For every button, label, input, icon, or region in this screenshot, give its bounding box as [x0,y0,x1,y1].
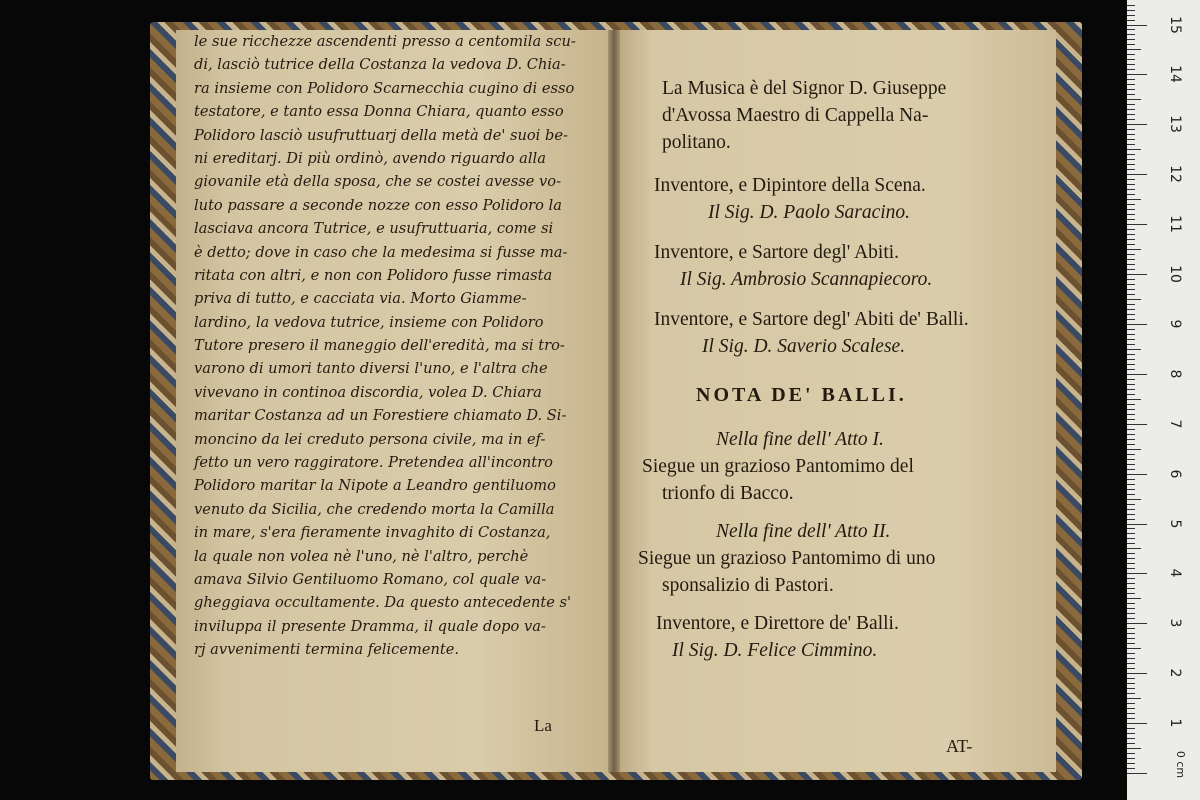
ruler-tick [1127,254,1135,255]
act2-title: Nella fine dell' Atto II. [716,521,891,542]
ruler-tick [1127,289,1135,290]
ruler-tick [1127,593,1135,594]
ruler-tick [1127,773,1147,774]
ruler-tick [1127,743,1135,744]
ruler-tick [1127,738,1135,739]
ruler-tick [1127,693,1135,694]
ruler-tick [1127,628,1135,629]
ruler-tick [1127,444,1135,445]
ruler-tick [1127,329,1135,330]
ruler-tick [1127,154,1135,155]
ruler-tick [1127,758,1135,759]
ruler-tick [1127,678,1135,679]
act2-line-1: Siegue un grazioso Pantomimo di uno [638,548,936,569]
ruler-number: 1 [1167,718,1183,728]
ruler-tick [1127,414,1135,415]
ruler-tick [1127,454,1135,455]
ruler-tick [1127,394,1135,395]
ruler-tick [1127,294,1135,295]
ruler-tick [1127,334,1135,335]
ruler-tick [1127,374,1147,375]
ruler-tick [1127,618,1135,619]
ruler-tick [1127,309,1135,310]
ruler-tick [1127,489,1135,490]
ruler-tick [1127,379,1135,380]
ruler-tick [1127,484,1135,485]
ruler-tick [1127,124,1147,125]
ruler-tick [1127,623,1147,624]
ruler-tick [1127,39,1135,40]
left-catchword: La [534,716,552,735]
ruler-tick [1127,514,1135,515]
ruler-tick [1127,528,1135,529]
ruler-tick [1127,588,1135,589]
ruler-tick [1127,663,1135,664]
ruler-number: 6 [1167,469,1183,479]
ruler-tick [1127,708,1135,709]
ruler-tick [1127,753,1135,754]
left-page-line: amava Silvio Gentiluomo Romano, col quale va- [194,570,547,588]
ruler-tick [1127,284,1135,285]
ruler-tick [1127,324,1147,325]
ruler-tick [1127,683,1135,684]
ruler-tick [1127,653,1135,654]
ruler-tick [1127,49,1141,50]
ruler-tick [1127,499,1141,500]
ruler-tick [1127,698,1141,699]
ruler-tick [1127,613,1135,614]
ruler-tick [1127,339,1135,340]
left-page-line: lasciava ancora Tutrice, e usufruttuaria, come si [194,220,554,238]
ruler-tick [1127,29,1135,30]
ruler-tick [1127,184,1135,185]
ruler-tick [1127,728,1135,729]
left-page-line: moncino da lei creduto persona civile, ma in ef- [194,430,546,448]
ruler-tick [1127,469,1135,470]
ruler-tick [1127,139,1135,140]
act2-line-2: sponsalizio di Pastori. [662,575,834,596]
ruler-tick [1127,264,1135,265]
ballet-costume-name: Il Sig. D. Saverio Scalese. [702,336,906,357]
ruler-number: 15 [1167,15,1183,34]
ruler-number: 12 [1167,165,1183,184]
ruler-tick [1127,558,1135,559]
ruler-tick [1127,479,1135,480]
ruler-tick [1127,538,1135,539]
ruler-tick [1127,304,1135,305]
director-role: Inventore, e Direttore de' Balli. [656,613,899,634]
ruler-number: 13 [1167,115,1183,134]
ruler-tick [1127,633,1135,634]
ruler-tick [1127,359,1135,360]
ruler-tick [1127,768,1135,769]
ruler-tick [1127,134,1135,135]
ruler-tick [1127,59,1135,60]
ruler-tick [1127,688,1135,689]
ruler-tick [1127,548,1141,549]
ruler-tick [1127,169,1135,170]
ruler-tick [1127,119,1135,120]
ruler-tick [1127,474,1147,475]
left-page-line: luto passare a seconde nozze con esso Polidoro la [194,196,562,214]
ruler-tick [1127,563,1135,564]
ruler-number: 4 [1167,568,1183,578]
ruler-tick [1127,229,1135,230]
ruler-tick [1127,79,1135,80]
left-page-line: gheggiava occultamente. Da questo antecedente s' [194,594,572,612]
music-line-3: politano. [662,132,731,153]
ruler-tick [1127,89,1135,90]
ruler-tick [1127,464,1135,465]
ruler-tick [1127,429,1135,430]
left-page-line: le sue ricchezze ascendenti presso a centomila scu- [194,33,576,50]
ballet-costume-role: Inventore, e Sartore degl' Abiti de' Balli. [654,309,969,330]
ruler-tick [1127,648,1141,649]
ruler-tick [1127,573,1147,574]
ruler-tick [1127,144,1135,145]
ruler-tick [1127,259,1135,260]
ruler-tick [1127,748,1141,749]
left-page-line: Tutore presero il maneggio dell'eredità, ma si tro- [194,337,565,355]
ruler-tick [1127,274,1147,275]
left-page-line: lardino, la vedova tutrice, insieme con Polidoro [194,313,544,331]
ruler-tick [1127,404,1135,405]
ruler-tick [1127,214,1135,215]
left-page-line: varono di umori tanto diversi l'uno, e l'altra che [194,360,548,378]
ruler-tick [1127,99,1141,100]
ruler-tick [1127,638,1135,639]
ruler-tick [1127,439,1135,440]
left-page-line: è detto; dove in caso che la medesima si fusse ma- [194,243,568,261]
ruler-tick [1127,94,1135,95]
ruler-tick [1127,543,1135,544]
music-line-1: La Musica è del Signor D. Giuseppe [662,78,947,99]
ruler-tick [1127,319,1135,320]
ruler-tick [1127,419,1135,420]
ruler-tick [1127,733,1135,734]
ruler-tick [1127,44,1135,45]
ruler-number: 9 [1167,319,1183,329]
ruler-tick [1127,149,1141,150]
act1-line-2: trionfo di Bacco. [662,483,794,504]
left-page-line: ni ereditarj. Di più ordinò, avendo riguardo alla [194,149,546,167]
left-page-line: priva di tutto, e cacciata via. Morto Giamme- [194,290,527,308]
left-page-line: venuto da Sicilia, che credendo morta la Camilla [194,500,555,518]
right-catchword: AT- [946,736,973,756]
scene-role: Inventore, e Dipintore della Scena. [654,175,926,196]
ruler-tick [1127,234,1135,235]
ruler-tick [1127,598,1141,599]
ruler-tick [1127,668,1135,669]
ruler-tick [1127,5,1135,6]
ruler-tick [1127,189,1135,190]
ruler-tick [1127,449,1141,450]
music-line-2: d'Avossa Maestro di Cappella Na- [662,105,929,126]
ruler-tick [1127,658,1135,659]
ruler-tick [1127,174,1147,175]
ruler-tick [1127,713,1135,714]
ruler-tick [1127,578,1135,579]
ruler-tick [1127,643,1135,644]
ruler-tick [1127,224,1147,225]
left-page-line: in mare, s'era fieramente invaghito di Costanza, [194,524,551,542]
ruler-tick [1127,314,1135,315]
ballet-heading: NOTA DE' BALLI. [696,384,907,406]
ruler-tick [1127,424,1147,425]
left-page-line: ra insieme con Polidoro Scarnecchia cugino di esso [194,79,575,97]
ruler-tick [1127,114,1135,115]
ruler-tick [1127,199,1141,200]
ruler-tick [1127,25,1147,26]
ruler-tick [1127,389,1135,390]
ruler-tick [1127,384,1135,385]
ruler-tick [1127,269,1135,270]
ruler-tick [1127,20,1135,21]
left-page-line: la quale non volea nè l'uno, nè l'altro, perchè [194,547,529,565]
left-page-line: Polidoro lasciò usufruttuarj della metà de' suoi be- [194,126,568,144]
ruler-tick [1127,34,1135,35]
ruler-tick [1127,519,1135,520]
scene-name: Il Sig. D. Paolo Saracino. [708,202,911,223]
costume-role: Inventore, e Sartore degl' Abiti. [654,242,900,263]
ruler-tick [1127,369,1135,370]
ruler-number: 3 [1167,618,1183,628]
ruler-tick [1127,239,1135,240]
ruler-unit-label: 0 cm [1174,750,1188,779]
ruler-tick [1127,703,1135,704]
ruler-tick [1127,723,1147,724]
left-page-line: ritata con altri, e non con Polidoro fusse rimasta [194,266,553,284]
ruler-tick [1127,533,1135,534]
ruler-tick [1127,10,1135,11]
left-page-text [194,30,604,662]
ruler-tick [1127,279,1135,280]
left-page-line: maritar Costanza ad un Forestiere chiamato D. Si- [194,407,567,425]
ruler-tick [1127,15,1135,16]
ruler-tick [1127,69,1135,70]
ruler-tick [1127,509,1135,510]
ruler-tick [1127,219,1135,220]
ruler-tick [1127,209,1135,210]
act1-line-1: Siegue un grazioso Pantomimo del [642,456,914,477]
ruler-tick [1127,159,1135,160]
ruler-tick [1127,299,1141,300]
ruler-tick [1127,54,1135,55]
ruler-tick [1127,364,1135,365]
ruler-tick [1127,553,1135,554]
ruler-tick [1127,204,1135,205]
ruler-tick [1127,494,1135,495]
ruler-tick [1127,244,1135,245]
ruler-tick [1127,459,1135,460]
ruler-number: 14 [1167,65,1183,84]
ruler-number: 8 [1167,369,1183,379]
left-page-line: di, lasciò tutrice della Costanza la vedova D. Chia- [194,56,566,74]
ruler-tick [1127,399,1141,400]
ruler-number: 10 [1167,265,1183,283]
measurement-ruler [1127,0,1200,800]
ruler-tick [1127,109,1135,110]
left-page-line: fetto un vero raggiratore. Pretendea all'incontro [194,454,553,472]
ruler-tick [1127,129,1135,130]
ruler-tick [1127,64,1135,65]
ruler-tick [1127,434,1135,435]
ruler-tick [1127,608,1135,609]
ruler-tick [1127,179,1135,180]
act1-title: Nella fine dell' Atto I. [716,429,884,450]
ruler-tick [1127,164,1135,165]
ruler-number: 7 [1167,419,1183,429]
ruler-number: 5 [1167,519,1183,528]
director-name: Il Sig. D. Felice Cimmino. [672,640,878,661]
ruler-tick [1127,583,1135,584]
ruler-tick [1127,603,1135,604]
ruler-tick [1127,104,1135,105]
ruler-tick [1127,504,1135,505]
ruler-tick [1127,524,1147,525]
ruler-tick [1127,718,1135,719]
ruler-tick [1127,249,1141,250]
ruler-number: 11 [1167,215,1183,233]
ruler-tick [1127,763,1135,764]
left-page-line: vivevano in continoa discordia, volea D. Chiara [194,383,542,401]
ruler-tick [1127,194,1135,195]
ruler-tick [1127,349,1141,350]
ruler-tick [1127,84,1135,85]
book-gutter [608,30,620,772]
ruler-tick [1127,673,1147,674]
ruler-tick [1127,354,1135,355]
ruler-tick [1127,74,1147,75]
ruler-tick [1127,568,1135,569]
ruler-number: 2 [1167,668,1183,678]
left-page-line: inviluppa il presente Dramma, il quale dopo va- [194,617,546,635]
left-page-line: rj avvenimenti termina felicemente. [194,641,459,659]
ruler-tick [1127,409,1135,410]
left-page-line: testatore, e tanto essa Donna Chiara, quanto esso [194,103,564,121]
left-page-line: Polidoro maritar la Nipote a Leandro gentiluomo [194,477,556,495]
ruler-tick [1127,344,1135,345]
left-page-line: giovanile età della sposa, che se costei avesse vo- [194,173,561,191]
costume-name: Il Sig. Ambrosio Scannapiecoro. [680,269,933,290]
